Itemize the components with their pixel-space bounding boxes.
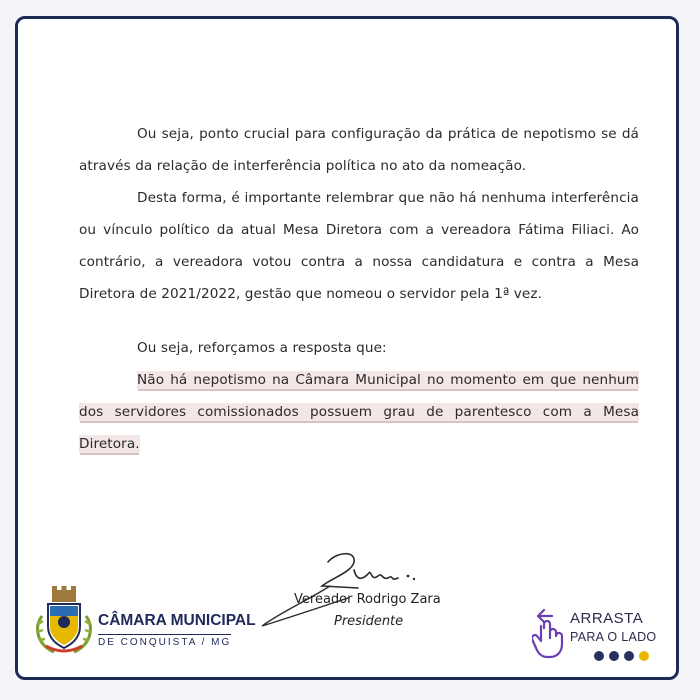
signer-role: Presidente [334, 614, 404, 629]
highlight-text: Não há nepotismo na Câmara Municipal no momento em que nenhum dos servidores comissionados possuem grau de parentesco com a Mesa Diretora. [79, 372, 639, 452]
paragraph-1: Ou seja, ponto crucial para configuração da prática de nepotismo se dá através da relação de interferência política no ato da nomeação. [79, 126, 639, 174]
paragraph-2: Desta forma, é importante relembrar que não há nenhuma interferência ou vínculo político da atual Mesa Diretora com a vereadora Fátima Filiaci. Ao contrário, a vereadora votou contra a nossa candidatura e contra a Mesa Diretora de 2021/2022, gestão que nomeou o servidor pela 1ª vez. [79, 190, 639, 302]
swipe-text-line1: ARRASTA [570, 610, 644, 627]
document-body [79, 118, 639, 460]
signature-block [258, 548, 458, 638]
page-dot-3[interactable] [624, 651, 634, 661]
logo-subtitle: DE CONQUISTA / MG [98, 634, 231, 648]
logo-title: CÂMARA MUNICIPAL [98, 612, 256, 629]
signer-name: Vereador Rodrigo Zara [294, 592, 441, 607]
swipe-hint[interactable] [532, 604, 672, 668]
swipe-hand-icon [532, 608, 566, 660]
paragraph-3: Ou seja, reforçamos a resposta que: [137, 340, 387, 356]
paragraph-spacer [79, 310, 639, 332]
page-dot-2[interactable] [609, 651, 619, 661]
page-dot-1[interactable] [594, 651, 604, 661]
swipe-text-line2: PARA O LADO [570, 630, 657, 644]
camara-logo [32, 586, 256, 656]
highlighted-statement [79, 364, 639, 460]
city-crest-icon [32, 586, 96, 656]
page-dots [594, 651, 649, 661]
page-dot-4-active[interactable] [639, 651, 649, 661]
